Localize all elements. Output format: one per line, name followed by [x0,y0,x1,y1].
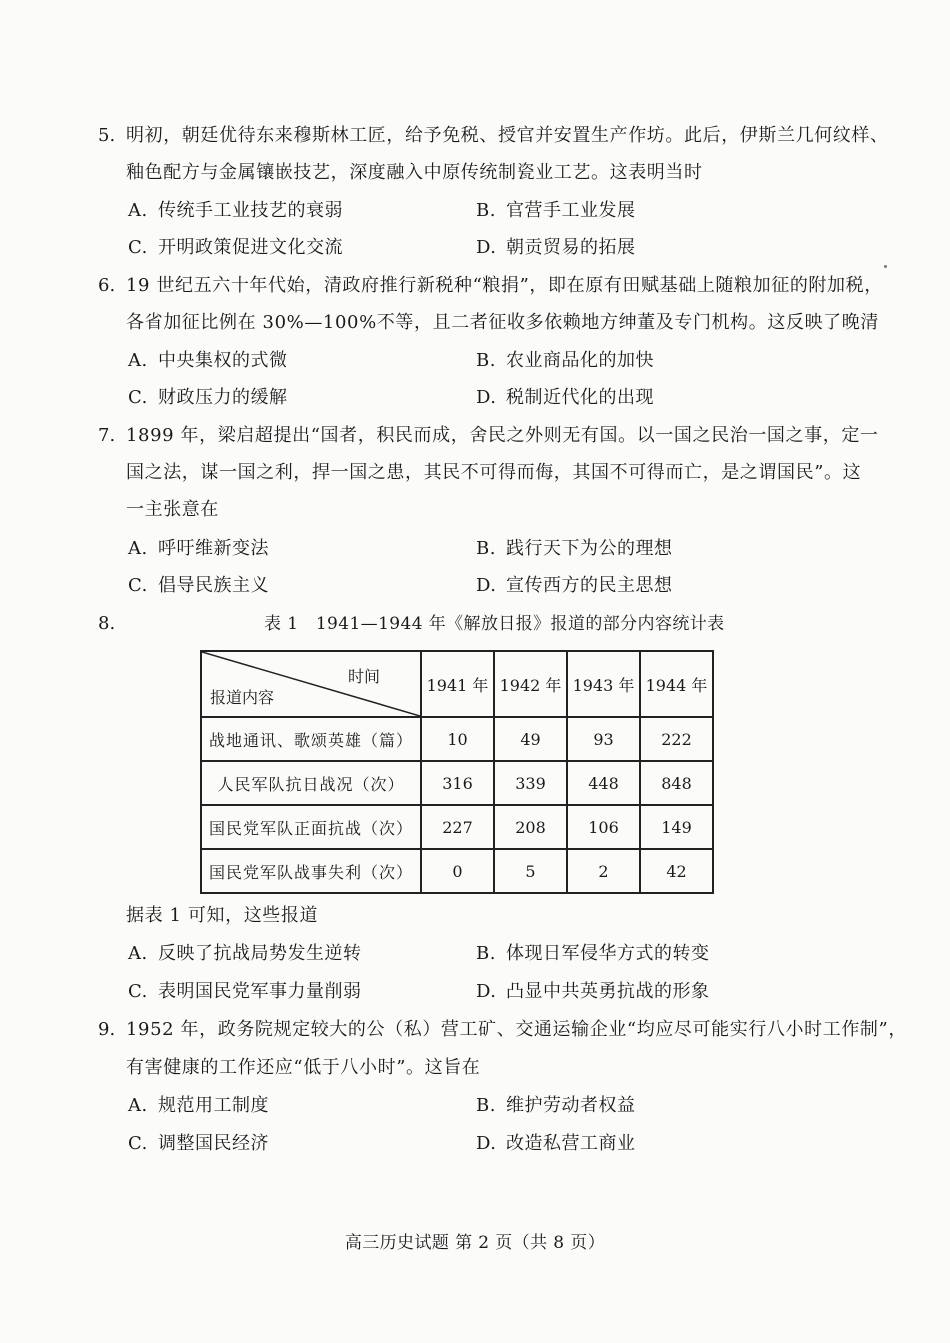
question-6-option-a[interactable] [128,349,288,373]
year-header: 1942 年 [494,651,567,717]
question-9-option-a[interactable] [128,1094,269,1118]
option-letter: A. [128,350,148,371]
question-9-line-2: 有害健康的工作还应“低于八小时”。这旨在 [126,1057,481,1078]
table-row [201,761,713,805]
question-9-option-b[interactable] [476,1094,636,1118]
option-text: 开明政策促进文化交流 [158,237,343,258]
question-8-option-b[interactable] [476,942,710,966]
question-7-number: 7. [98,425,116,446]
statistics-table [200,650,714,894]
option-text: 践行天下为公的理想 [506,538,673,559]
option-text: 维护劳动者权益 [506,1095,636,1116]
option-letter: D. [476,575,497,596]
question-7-option-a[interactable] [128,537,269,561]
table-header-row [201,651,713,717]
option-text: 中央集权的式微 [158,350,288,371]
question-6-option-c[interactable] [128,386,288,410]
table-cell: 848 [640,761,713,805]
question-7-option-c[interactable] [128,574,269,598]
option-text: 调整国民经济 [158,1133,269,1154]
option-letter: B. [476,538,496,559]
question-5-option-d[interactable] [476,236,636,260]
option-letter: D. [476,1133,497,1154]
option-text: 倡导民族主义 [158,575,269,596]
table-cell: 208 [494,805,567,849]
table-cell: 10 [421,717,494,761]
question-6-option-d[interactable] [476,386,654,410]
question-8-number: 8. [98,613,116,634]
option-text: 体现日军侵华方式的转变 [506,943,710,964]
option-letter: A. [128,538,148,559]
table-cell: 5 [494,849,567,893]
table-cell: 2 [567,849,640,893]
option-letter: D. [476,237,497,258]
question-9-option-c[interactable] [128,1132,269,1156]
option-letter: D. [476,387,497,408]
option-text: 税制近代化的出现 [506,387,654,408]
question-5-line-2: 釉色配方与金属镶嵌技艺，深度融入中原传统制瓷业工艺。这表明当时 [126,162,703,183]
table-cell: 448 [567,761,640,805]
option-text: 朝贡贸易的拓展 [506,237,636,258]
option-letter: A. [128,200,148,221]
option-letter: A. [128,1095,148,1116]
option-letter: B. [476,1095,496,1116]
question-6-line-2: 各省加征比例在 30%—100%不等，且二者征收多依赖地方绅董及专门机构。这反映了晚清 [126,312,879,333]
option-letter: C. [128,1133,148,1154]
option-text: 官营手工业发展 [506,200,636,221]
table-row [201,849,713,893]
question-8-option-d[interactable] [476,980,710,1004]
corner-label-content: 报道内容 [210,688,275,707]
table-row [201,805,713,849]
option-text: 凸显中共英勇抗战的形象 [506,981,710,1002]
question-7-line-2: 国之法，谋一国之利，捍一国之患，其民不可得而侮，其国不可得而亡，是之谓国民”。这 [126,462,862,483]
row-label: 战地通讯、歌颂英雄（篇） [201,717,421,761]
corner-label-time: 时间 [347,667,380,686]
option-letter: C. [128,575,148,596]
table-cell: 339 [494,761,567,805]
option-text: 呼吁维新变法 [158,538,269,559]
question-7-line-3: 一主张意在 [126,499,219,520]
question-7-line-1: 1899 年，梁启超提出“国者，积民而成，舍民之外则无有国。以一国之民治一国之事，定一 [126,425,879,446]
scan-speck [884,265,887,268]
question-8-stem: 据表 1 可知，这些报道 [126,905,319,926]
table-cell: 222 [640,717,713,761]
row-label: 国民党军队战事失利（次） [201,849,421,893]
option-text: 规范用工制度 [158,1095,269,1116]
year-header: 1941 年 [421,651,494,717]
table-cell: 227 [421,805,494,849]
question-6-option-b[interactable] [476,349,654,373]
question-5-number: 5. [98,125,116,146]
year-header: 1943 年 [567,651,640,717]
question-8-option-c[interactable] [128,980,362,1004]
question-5-option-a[interactable] [128,199,343,223]
option-letter: B. [476,943,496,964]
row-label: 人民军队抗日战况（次） [201,761,421,805]
question-6-number: 6. [98,275,116,296]
year-header: 1944 年 [640,651,713,717]
table-cell: 93 [567,717,640,761]
row-label: 国民党军队正面抗战（次） [201,805,421,849]
table-cell: 0 [421,849,494,893]
option-text: 农业商品化的加快 [506,350,654,371]
table-cell: 316 [421,761,494,805]
option-letter: A. [128,943,148,964]
table-cell: 106 [567,805,640,849]
option-letter: C. [128,237,148,258]
page-footer: 高三历史试题 第 2 页（共 8 页） [344,1233,606,1253]
question-5-option-c[interactable] [128,236,343,260]
table-row [201,717,713,761]
option-text: 传统手工业技艺的衰弱 [158,200,343,221]
option-text: 财政压力的缓解 [158,387,288,408]
question-7-option-b[interactable] [476,537,673,561]
option-letter: B. [476,350,496,371]
table-cell: 49 [494,717,567,761]
option-text: 反映了抗战局势发生逆转 [158,943,362,964]
question-9-number: 9. [98,1019,116,1040]
option-letter: D. [476,981,497,1002]
table-corner-cell [201,651,421,717]
option-text: 宣传西方的民主思想 [506,575,673,596]
option-text: 表明国民党军事力量削弱 [158,981,362,1002]
option-letter: C. [128,981,148,1002]
question-5-option-b[interactable] [476,199,636,223]
table-cell: 42 [640,849,713,893]
option-letter: C. [128,387,148,408]
question-7-option-d[interactable] [476,574,673,598]
question-9-option-d[interactable] [476,1132,636,1156]
question-5-line-1: 明初，朝廷优待东来穆斯林工匠，给予免税、授官并安置生产作坊。此后，伊斯兰几何纹样、 [126,125,889,146]
question-8-option-a[interactable] [128,942,362,966]
option-text: 改造私营工商业 [506,1133,636,1154]
question-6-line-1: 19 世纪五六十年代始，清政府推行新税种“粮捐”，即在原有田赋基础上随粮加征的附加税， [126,275,883,296]
table-caption: 表 1 1941—1944 年《解放日报》报道的部分内容统计表 [264,614,725,634]
table-cell: 149 [640,805,713,849]
option-letter: B. [476,200,496,221]
question-9-line-1: 1952 年，政务院规定较大的公（私）营工矿、交通运输企业“均应尽可能实行八小时工作制”， [126,1019,907,1040]
